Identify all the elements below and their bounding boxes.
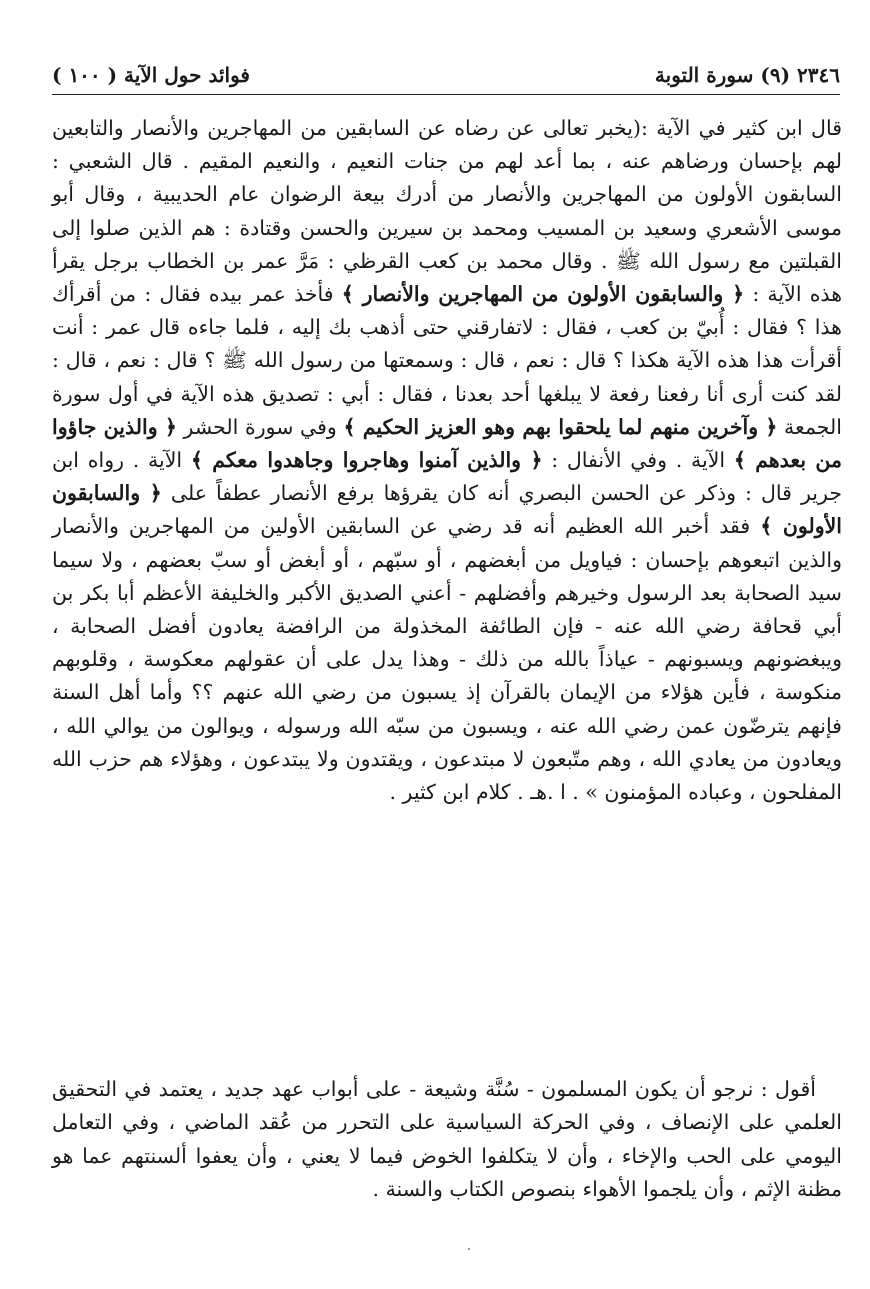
text-segment: الآية . وفي الأنفال :	[542, 448, 734, 473]
quran-quote: ﴿ وآخرين منهم لما يلحقوا بهم وهو العزيز الحكيم ﴾	[343, 414, 778, 439]
running-header	[52, 56, 840, 95]
paragraph-ibn-kathir	[52, 112, 842, 809]
print-speck	[468, 1248, 470, 1250]
surah-label: (٩) سورة التوبة	[654, 63, 791, 87]
text-segment: وفي سورة الحشر	[176, 414, 344, 439]
main-paragraph	[52, 112, 842, 809]
author-paragraph	[52, 1073, 842, 1207]
quran-quote: ﴿ والسابقون الأولون ﴾	[52, 481, 843, 539]
text-segment: فأخذ عمر بيده فقال : من أقرأك هذا ؟ فقال : أُبيّ بن كعب ، فقال : لاتفارقني حتى أذهب بك إليه ، فلما جاءه قال عمر : أنت أقرأت هذا هذه الآية هكذا ؟ قال : نعم ، قال : وسمعتها من رسول الله ﷺ ؟ قال : نعم ، قال : لقد كنت أرى أنا رفعنا رفعة لا يبلغها أحد بعدنا ، فقال : أبي : تصديق هذه الآية في أول سورة الجمعة	[52, 282, 842, 439]
quran-quote: ﴿ والذين جاؤوا من بعدهم ﴾	[52, 414, 842, 473]
section-title: فوائد حول الآية ( ١٠٠ )	[52, 63, 250, 87]
quran-quote: ﴿ والذين آمنوا وهاجروا وجاهدوا معكم ﴾	[190, 448, 543, 473]
text-segment: الآية . رواه ابن جرير قال : وذكر عن الحسن البصري أنه كان يقرؤها برفع الأنصار عطفاً على	[52, 448, 842, 506]
header-right	[655, 63, 840, 87]
page-number: ٢٣٤٦	[797, 63, 840, 87]
quran-quote: ﴿ والسابقون الأولون من المهاجرين والأنصار ﴾	[341, 282, 745, 307]
text-segment: فقد أخبر الله العظيم أنه قد رضي عن السابقين الأولين من المهاجرين والأنصار والذين اتبعوهم بإحسان : فياويل من أبغضهم ، أو سبّهم ، أو أبغض أو سبّ بعضهم ، ولا سيما سيد الصحابة بعد الرسول وخيرهم وأفضلهم - أعني الصديق الأكبر والخليفة الأعظم أبا بكر بن أبي قحافة رضي الله عنه - فإن الطائفة المخذولة من الرافضة يعادون أفضل الصحابة ، ويبغضونهم ويسبونهم - عياذاً بالله من ذلك - وهذا يدل على أن عقولهم معكوسة ، وقلوبهم منكوسة ، فأين هؤلاء من الإيمان بالقرآن إذ يسبون من رضي الله عنهم ؟؟ وأما أهل السنة فإنهم يترضّون عمن رضي الله عنه ، ويسبون من سبّه الله ورسوله ، ويوالون من يوالي الله ، ويعادون من يعادي الله ، وهم متّبعون لا مبتدعون ، ويقتدون ولا يبتدعون ، وهؤلاء هم حزب الله المفلحون ، وعباده المؤمنون » . ا .هـ . كلام ابن كثير .	[52, 514, 842, 805]
paragraph-author-comment: أقول : نرجو أن يكون المسلمون - سُنَّة وشيعة - على أبواب عهد جديد ، يعتمد في التحقيق العلمي على الإنصاف ، وفي الحركة السياسية على التحرر من عُقد الماضي ، وفي التعامل اليومي على الحب والإخاء ، وأن لا يتكلفوا الخوض فيما لا يعني ، وأن يعفوا ألسنتهم عما هو مظنة الإثم ، وأن يلجموا الأهواء بنصوص الكتاب والسنة .	[52, 1077, 842, 1202]
text-segment: قال ابن كثير في الآية :(يخبر تعالى عن رضاه عن السابقين من المهاجرين والأنصار والتابعين لهم بإحسان ورضاهم عنه ، بما أعد لهم من جنات النعيم ، والنعيم المقيم . قال الشعبي : السابقون الأولون من المهاجرين والأنصار من أدرك بيعة الرضوان عام الحديبية ، وقال أبو موسى الأشعري وسعيد بن المسيب ومحمد بن سيرين والحسن وقتادة : هم الذين صلوا إلى القبلتين مع رسول الله ﷺ . وقال محمد بن كعب القرظي : مَرَّ عمر بن الخطاب برجل يقرأ هذه الآية :	[52, 116, 843, 307]
